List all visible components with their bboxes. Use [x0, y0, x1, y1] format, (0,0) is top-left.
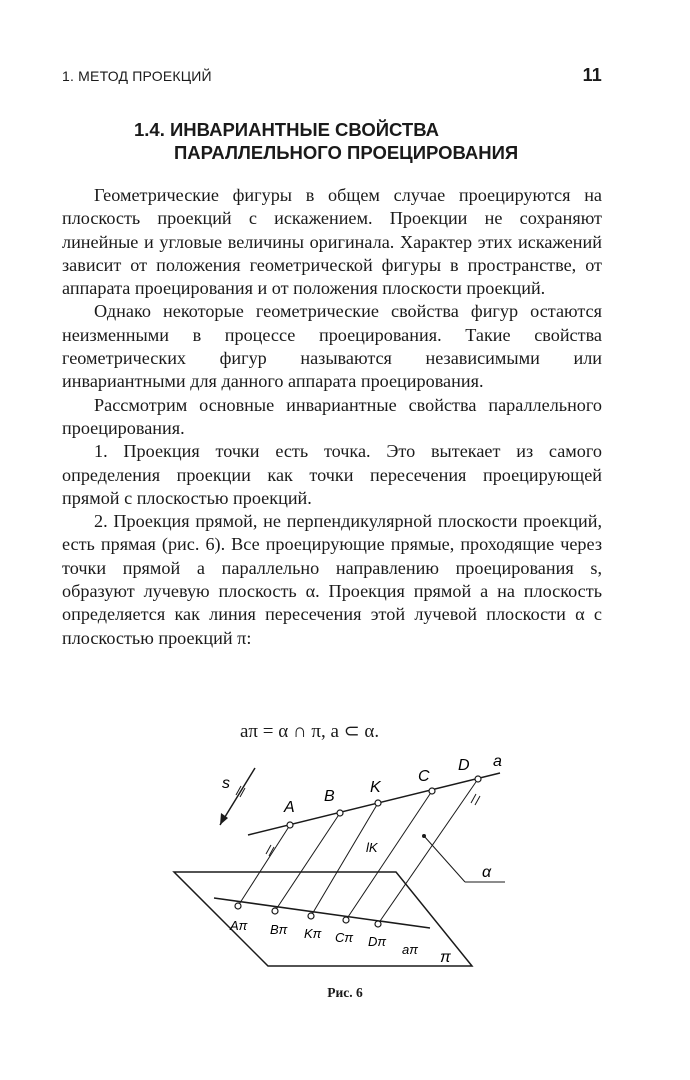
projecting-ray	[378, 779, 478, 924]
parallel-tick	[475, 796, 480, 805]
page-number: 11	[582, 65, 602, 85]
projecting-ray	[275, 813, 340, 911]
paragraph: Геометрические фигуры в общем случае проецируются на плоскость проекций с искажением. Проекции не сохраняют линейные и угловые величины оригинала. Характер этих искажений зависит от положения геометрической фигуры в пространстве, от аппарата проецирования и от положения плоскости проекций.	[62, 185, 602, 299]
point-K	[375, 800, 381, 806]
paragraph: 2. Проекция прямой, не перпендикулярной плоскости проекций, есть прямая (рис. 6). Все проецирующие прямые, проходящие через точки прямой a параллельно направлению проецирования s, образуют лучевую плоскость α. Проекция прямой a на плоскость определяется как линия пересечения этой лучевой плоскости α с плоскостью проекций π:	[62, 511, 602, 648]
paragraph: 1. Проекция точки есть точка. Это вытекает из самого определения проекции как точки пересечения проецирующей прямой с плоскостью проекций.	[62, 441, 602, 508]
projecting-ray	[238, 825, 290, 906]
formula: aπ = α ∩ π, a ⊂ α.	[240, 721, 380, 742]
point-A-projection	[235, 903, 241, 909]
label-alpha: α	[482, 864, 492, 881]
point-D-projection	[375, 921, 381, 927]
parallel-tick	[471, 794, 476, 803]
paragraph: Рассмотрим основные инвариантные свойства параллельного проецирования.	[62, 394, 602, 438]
section-heading-line-2: ПАРАЛЛЕЛЬНОГО ПРОЕЦИРОВАНИЯ	[174, 142, 519, 163]
point-D	[475, 776, 481, 782]
point-K-projection	[308, 913, 314, 919]
label-C-projection: Cπ	[335, 930, 354, 945]
point-C-projection	[343, 917, 349, 923]
running-head	[62, 66, 602, 88]
label-D: D	[458, 757, 470, 774]
point-B	[337, 810, 343, 816]
projecting-ray	[311, 803, 378, 916]
label-K-projection: Kπ	[304, 926, 322, 941]
figure-caption: Рис. 6	[327, 985, 363, 1000]
point-C	[429, 788, 435, 794]
parallel-tick	[266, 845, 271, 854]
point-A	[287, 822, 293, 828]
section-heading	[62, 118, 602, 164]
label-A-projection: Aπ	[230, 918, 248, 933]
label-D-projection: Dπ	[368, 934, 387, 949]
paragraph: Однако некоторые геометрические свойства фигур остаются неизменными в процессе проецирования. Такие свойства геометрических фигур называются независимыми или инвариантными для данного аппарата проецирования.	[62, 301, 602, 392]
label-s: s	[222, 775, 230, 792]
label-pi: π	[440, 949, 451, 966]
plane-pi	[174, 872, 472, 966]
alpha-leader-dot	[422, 834, 426, 838]
label-B-projection: Bπ	[270, 922, 288, 937]
label-B: B	[324, 788, 335, 805]
chapter-title: 1. МЕТОД ПРОЕКЦИЙ	[62, 68, 212, 84]
label-K: K	[370, 779, 381, 796]
point-B-projection	[272, 908, 278, 914]
label-C: C	[418, 768, 430, 785]
alpha-leader	[424, 836, 465, 882]
figure-6-diagram	[160, 748, 520, 983]
label-lK: lK	[366, 840, 378, 855]
label-a-projection: aπ	[402, 942, 418, 957]
body-text	[62, 184, 602, 650]
section-heading-line-1: 1.4. ИНВАРИАНТНЫЕ СВОЙСТВА	[134, 119, 440, 140]
label-a: a	[493, 753, 502, 770]
label-A: A	[284, 799, 295, 816]
